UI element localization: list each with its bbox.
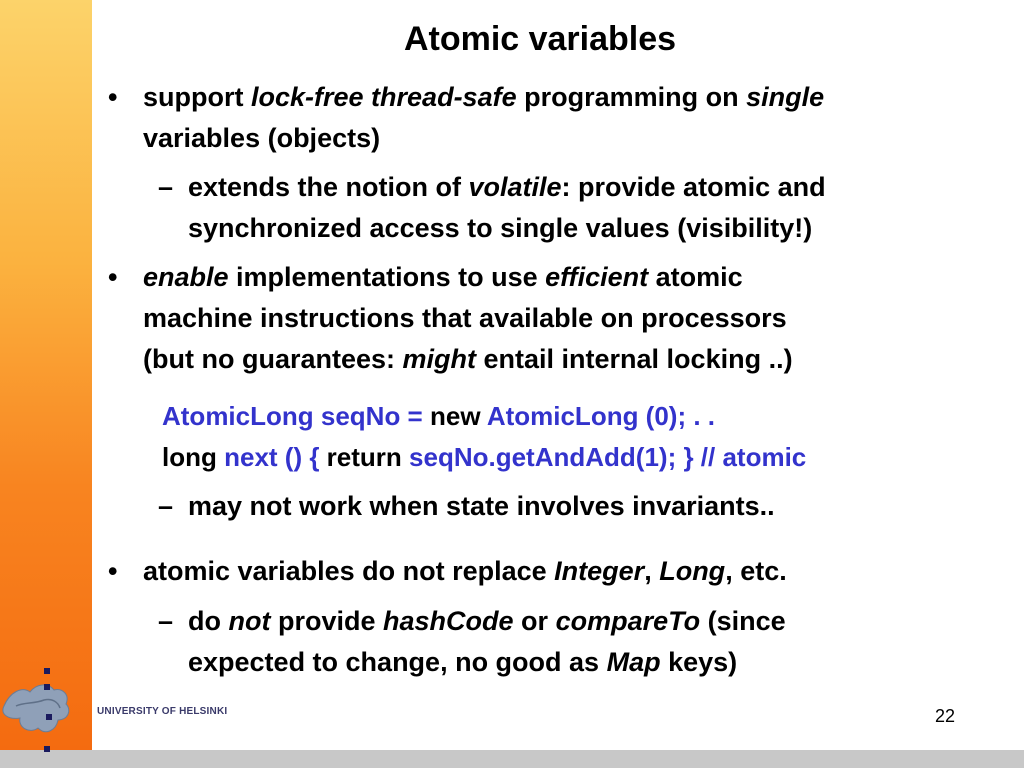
text-run-italic: Map — [606, 647, 661, 677]
text-run-italic: volatile — [468, 172, 562, 202]
orange-sidebar — [0, 0, 92, 750]
text-run: expected to change, no good as — [188, 647, 607, 677]
text-run-italic: enable — [143, 262, 229, 292]
text-run: extends the notion of — [188, 172, 469, 202]
sub-bullet-3-line-1 — [188, 601, 786, 641]
text-run-italic: single — [746, 82, 825, 112]
text-run-italic: not — [228, 606, 271, 636]
page-number: 22 — [934, 706, 956, 726]
text-run-italic: Integer — [554, 556, 645, 586]
text-run: or — [513, 606, 556, 636]
code-token: new — [422, 401, 487, 431]
code-line-1 — [162, 396, 715, 436]
text-run: (but no guarantees: — [143, 344, 403, 374]
text-run: atomic variables do not replace — [143, 556, 555, 586]
dash-marker: – — [158, 172, 174, 202]
code-token: next () { — [216, 442, 320, 472]
university-logo-icon — [0, 662, 100, 758]
slide-title: Atomic variables — [403, 20, 677, 58]
text-run: , — [644, 556, 660, 586]
dash-marker: – — [158, 491, 174, 521]
text-run: (since — [700, 606, 786, 636]
text-run: : provide atomic and — [561, 172, 826, 202]
text-run: support — [143, 82, 251, 112]
code-line-2 — [162, 437, 806, 477]
text-run-italic: lock-free thread-safe — [251, 82, 517, 112]
text-run: provide — [270, 606, 384, 636]
bullet-3-line-1 — [143, 551, 787, 591]
sub-bullet-3-line-2 — [188, 642, 737, 682]
dash-marker: – — [158, 606, 174, 636]
text-run-italic: Long — [659, 556, 726, 586]
text-run-italic: hashCode — [383, 606, 514, 636]
code-token: AtomicLong seqNo = — [162, 401, 423, 431]
bullet-1-line-1 — [143, 77, 824, 117]
code-token: AtomicLong (0); . . — [486, 401, 716, 431]
code-token: long — [162, 442, 217, 472]
sub-bullet-1-line-1 — [188, 167, 826, 207]
code-token: return — [319, 442, 410, 472]
text-run-italic: might — [402, 344, 477, 374]
text-run: do — [188, 606, 229, 636]
bullet-2-line-2: machine instructions that available on processors — [143, 303, 787, 333]
bottom-bar — [0, 750, 1024, 768]
bullet-marker: • — [108, 556, 118, 586]
text-run: implementations to use — [228, 262, 546, 292]
bullet-marker: • — [108, 262, 118, 292]
text-run-italic: compareTo — [555, 606, 701, 636]
bullet-marker: • — [108, 82, 118, 112]
text-run: , etc. — [725, 556, 787, 586]
university-name: UNIVERSITY OF HELSINKI — [97, 706, 228, 717]
text-run: atomic — [648, 262, 743, 292]
text-run: keys) — [660, 647, 738, 677]
text-run: programming on — [516, 82, 747, 112]
text-run: entail internal locking ..) — [476, 344, 793, 374]
bullet-2-line-3 — [143, 339, 793, 379]
bullet-1-line-2: variables (objects) — [143, 123, 381, 153]
code-token: seqNo.getAndAdd(1); } // atomic — [409, 442, 807, 472]
bullet-2-line-1 — [143, 257, 743, 297]
sub-bullet-1-line-2: synchronized access to single values (visibility!) — [188, 213, 813, 243]
sub-bullet-2-line-1: may not work when state involves invariants.. — [188, 491, 775, 521]
text-run-italic: efficient — [545, 262, 649, 292]
